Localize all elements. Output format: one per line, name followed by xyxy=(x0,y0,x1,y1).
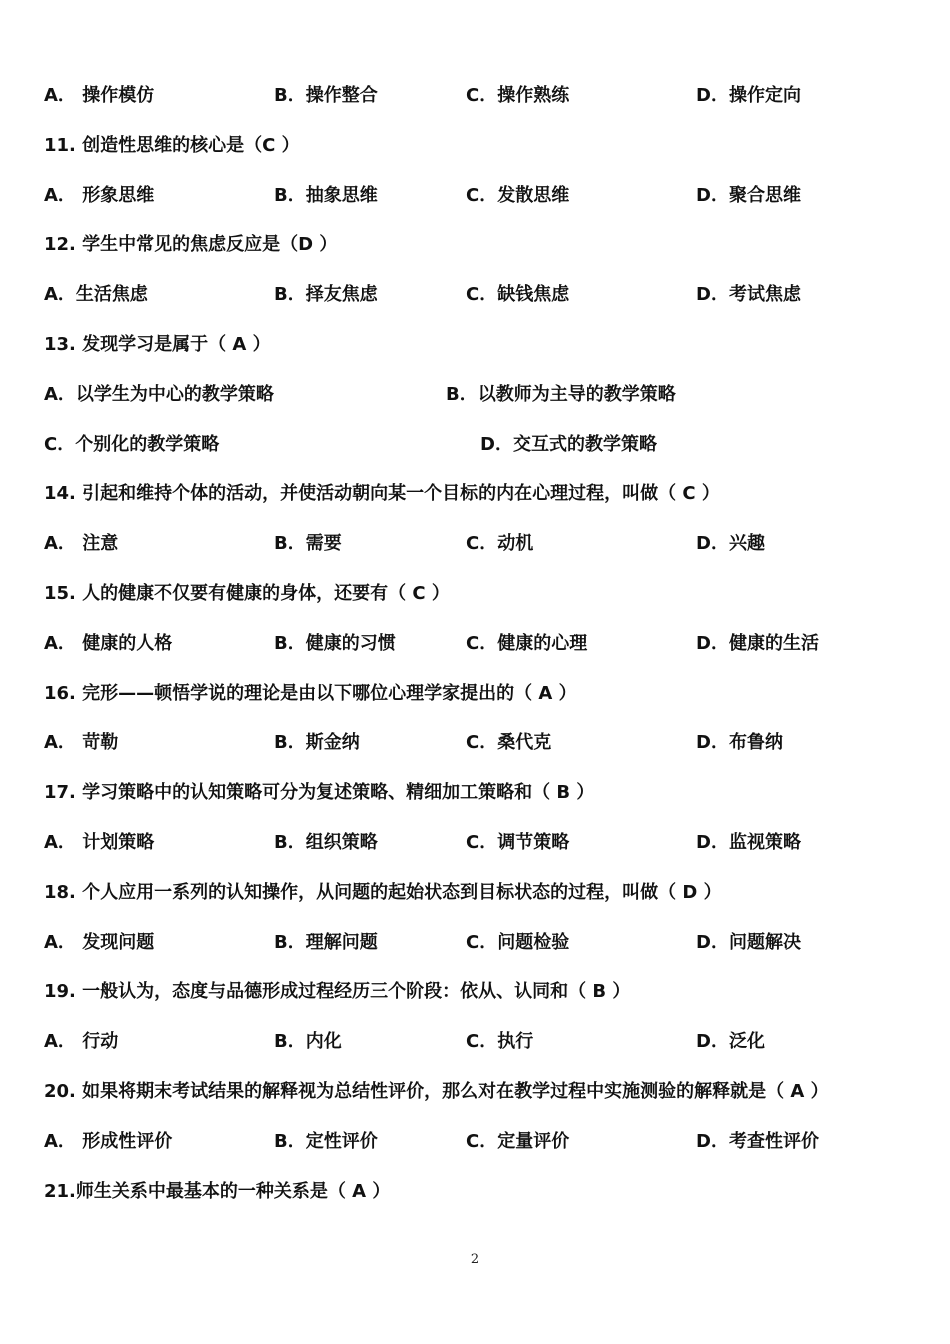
option-row xyxy=(44,1130,890,1154)
question-text: 11. 创造性思维的核心是（C ） xyxy=(44,135,300,156)
option-b: B．理解问题 xyxy=(274,932,378,953)
option-c: C．问题检验 xyxy=(466,932,570,953)
option-b: B．抽象思维 xyxy=(274,185,378,206)
option-c: C．发散思维 xyxy=(466,185,570,206)
option-c: C．操作熟练 xyxy=(466,85,570,106)
option-a: C．个别化的教学策略 xyxy=(44,434,220,455)
question-text: 17. 学习策略中的认知策略可分为复述策略、精细加工策略和（ B ） xyxy=(44,782,595,803)
option-row xyxy=(44,84,890,108)
option-c: C．执行 xyxy=(466,1031,534,1052)
option-row xyxy=(44,731,890,755)
option-b: B．需要 xyxy=(274,533,342,554)
option-c: C．桑代克 xyxy=(466,732,552,753)
option-row xyxy=(44,383,890,407)
option-row xyxy=(44,632,890,656)
option-b: B．内化 xyxy=(274,1031,342,1052)
question-text: 21.师生关系中最基本的一种关系是（ A ） xyxy=(44,1181,391,1202)
option-row xyxy=(44,1030,890,1054)
question-text: 13. 发现学习是属于（ A ） xyxy=(44,334,271,355)
option-row xyxy=(44,931,890,955)
option-b: D．交互式的教学策略 xyxy=(480,434,657,455)
option-row xyxy=(44,831,890,855)
question-text: 16. 完形——顿悟学说的理论是由以下哪位心理学家提出的（ A ） xyxy=(44,683,577,704)
page-number: 2 xyxy=(470,1252,480,1267)
question-text: 12. 学生中常见的焦虑反应是（D ） xyxy=(44,234,338,255)
option-d: D．操作定向 xyxy=(696,85,801,106)
option-a: A． 健康的人格 xyxy=(44,633,173,654)
option-c: C．缺钱焦虑 xyxy=(466,284,570,305)
option-c: C．定量评价 xyxy=(466,1131,570,1152)
option-d: D．考试焦虑 xyxy=(696,284,801,305)
option-b: B．以教师为主导的教学策略 xyxy=(446,384,676,405)
option-a: A．生活焦虑 xyxy=(44,284,148,305)
option-d: D．泛化 xyxy=(696,1031,765,1052)
option-a: A． 操作模仿 xyxy=(44,85,155,106)
option-row xyxy=(44,184,890,208)
option-d: D．问题解决 xyxy=(696,932,801,953)
option-d: D．兴趣 xyxy=(696,533,765,554)
question-text: 19. 一般认为，态度与品德形成过程经历三个阶段：依从、认同和（ B ） xyxy=(44,981,631,1002)
option-row xyxy=(44,433,890,457)
option-d: D．聚合思维 xyxy=(696,185,801,206)
question-text: 20. 如果将期末考试结果的解释视为总结性评价，那么对在教学过程中实施测验的解释就是（ A ） xyxy=(44,1081,829,1102)
option-a: A． 发现问题 xyxy=(44,932,155,953)
option-row xyxy=(44,283,890,307)
option-c: C．动机 xyxy=(466,533,534,554)
option-a: A． 形成性评价 xyxy=(44,1131,173,1152)
option-d: D．考查性评价 xyxy=(696,1131,819,1152)
option-d: D．布鲁纳 xyxy=(696,732,783,753)
option-a: A． 注意 xyxy=(44,533,119,554)
option-b: B．组织策略 xyxy=(274,832,378,853)
option-d: D．健康的生活 xyxy=(696,633,819,654)
question-text: 18. 个人应用一系列的认知操作，从问题的起始状态到目标状态的过程，叫做（ D ） xyxy=(44,882,722,903)
option-c: C．健康的心理 xyxy=(466,633,588,654)
option-a: A． 苛勒 xyxy=(44,732,119,753)
option-b: B．操作整合 xyxy=(274,85,378,106)
option-a: A． 计划策略 xyxy=(44,832,155,853)
question-text: 14. 引起和维持个体的活动，并使活动朝向某一个目标的内在心理过程，叫做（ C ） xyxy=(44,483,720,504)
option-c: C．调节策略 xyxy=(466,832,570,853)
option-d: D．监视策略 xyxy=(696,832,801,853)
option-b: B．健康的习惯 xyxy=(274,633,396,654)
option-row xyxy=(44,532,890,556)
option-a: A． 行动 xyxy=(44,1031,119,1052)
option-a: A．以学生为中心的教学策略 xyxy=(44,384,274,405)
question-text: 15. 人的健康不仅要有健康的身体，还要有（ C ） xyxy=(44,583,450,604)
option-b: B．定性评价 xyxy=(274,1131,378,1152)
option-b: B．斯金纳 xyxy=(274,732,360,753)
option-a: A． 形象思维 xyxy=(44,185,155,206)
option-b: B．择友焦虑 xyxy=(274,284,378,305)
